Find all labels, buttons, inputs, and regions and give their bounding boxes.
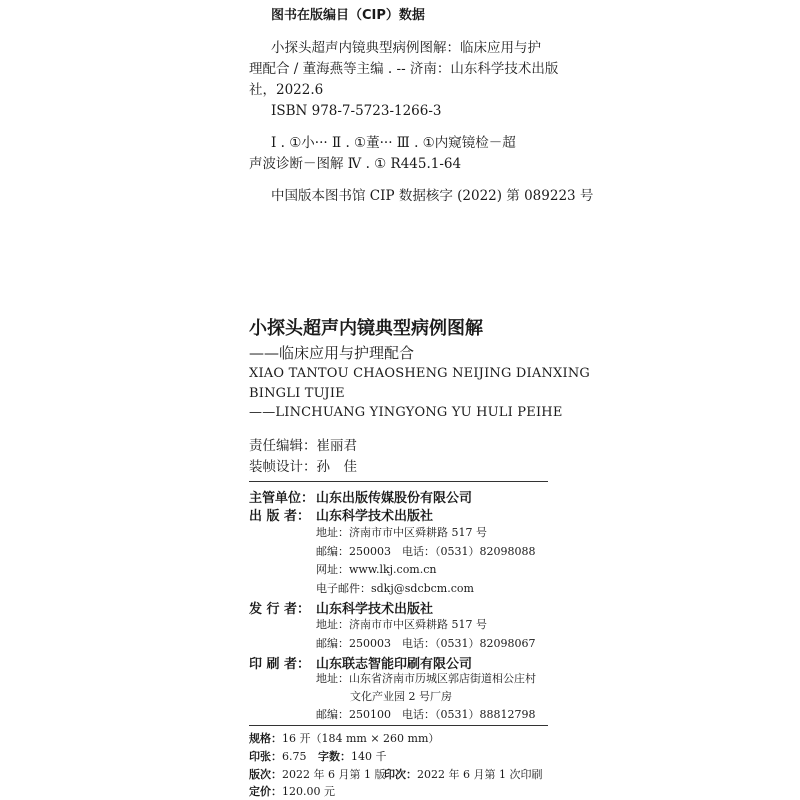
spec-printing-label: 印次：	[384, 768, 417, 781]
printer-address-1: 地址：山东省济南市历城区郭店街道相公庄村	[316, 672, 536, 685]
spec-printing-value: 2022 年 6 月第 1 次印刷	[417, 768, 543, 781]
cip-line-3: 社，2022.6	[249, 82, 324, 98]
cip-line-1: 小探头超声内镜典型病例图解：临床应用与护	[271, 40, 541, 56]
publisher-email: 电子邮件：sdkj@sdcbcm.com	[316, 582, 474, 595]
distributor-address: 地址：济南市市中区舜耕路 517 号	[316, 618, 487, 631]
pinyin-title-1: XIAO TANTOU CHAOSHENG NEIJING DIANXING	[249, 366, 590, 381]
spec-price-value: 120.00 元	[282, 785, 335, 798]
spec-price	[249, 783, 335, 799]
spec-words	[318, 748, 387, 764]
spec-price-label: 定价：	[249, 785, 282, 798]
printer-address-2: 文化产业园 2 号厂房	[350, 690, 452, 703]
publisher-phone: 邮编：250003 电话：（0531）82098088	[316, 545, 536, 558]
distributor-name: 山东科学技术出版社	[316, 602, 434, 617]
spec-format	[249, 730, 439, 746]
publisher-label: 出 版 者：	[249, 509, 311, 524]
pinyin-title-2: BINGLI TUJIE	[249, 386, 345, 401]
spec-edition	[249, 766, 385, 782]
printer-name: 山东联志智能印刷有限公司	[316, 657, 473, 672]
book-subtitle: ——临床应用与护理配合	[249, 344, 415, 362]
cip-line-2: 理配合 / 董海燕等主编 . -- 济南：山东科学技术出版	[249, 61, 559, 77]
distributor-label: 发 行 者：	[249, 602, 311, 617]
book-title: 小探头超声内镜典型病例图解	[249, 318, 483, 339]
cip-class-line-2: 声波诊断－图解 Ⅳ . ① R445.1-64	[249, 156, 462, 172]
cip-class-line-1: Ⅰ . ①小··· Ⅱ . ①董··· Ⅲ . ①内窥镜检－超	[271, 135, 516, 151]
spec-words-value: 140 千	[351, 750, 387, 763]
spec-edition-label: 版次：	[249, 768, 282, 781]
cip-isbn: ISBN 978-7-5723-1266-3	[271, 103, 442, 119]
divider-top	[249, 481, 548, 482]
pinyin-subtitle: ——LINCHUANG YINGYONG YU HULI PEIHE	[249, 405, 563, 420]
cover-designer: 装帧设计：孙 佳	[249, 459, 357, 475]
spec-format-label: 规格：	[249, 732, 282, 745]
publisher-address: 地址：济南市市中区舜耕路 517 号	[316, 526, 487, 539]
responsible-editor: 责任编辑：崔丽君	[249, 438, 357, 454]
distributor-phone: 邮编：250003 电话：（0531）82098067	[316, 637, 536, 650]
spec-sheets	[249, 748, 307, 764]
spec-printing	[384, 766, 542, 782]
publisher-website: 网址：www.lkj.com.cn	[316, 563, 437, 576]
sponsor-name: 山东出版传媒股份有限公司	[316, 491, 473, 506]
cip-verify-number: 中国版本图书馆 CIP 数据核字 (2022) 第 089223 号	[271, 188, 594, 204]
spec-format-value: 16 开（184 mm × 260 mm）	[282, 732, 440, 745]
divider-bottom	[249, 725, 548, 726]
spec-edition-value: 2022 年 6 月第 1 版	[282, 768, 386, 781]
spec-sheets-label: 印张：	[249, 750, 282, 763]
printer-phone: 邮编：250100 电话：（0531）88812798	[316, 708, 536, 721]
spec-words-label: 字数：	[318, 750, 351, 763]
sponsor-label: 主管单位：	[249, 491, 315, 506]
printer-label: 印 刷 者：	[249, 657, 311, 672]
cip-heading: 图书在版编目（CIP）数据	[271, 8, 425, 23]
publisher-name: 山东科学技术出版社	[316, 509, 434, 524]
spec-sheets-value: 6.75	[282, 750, 307, 763]
